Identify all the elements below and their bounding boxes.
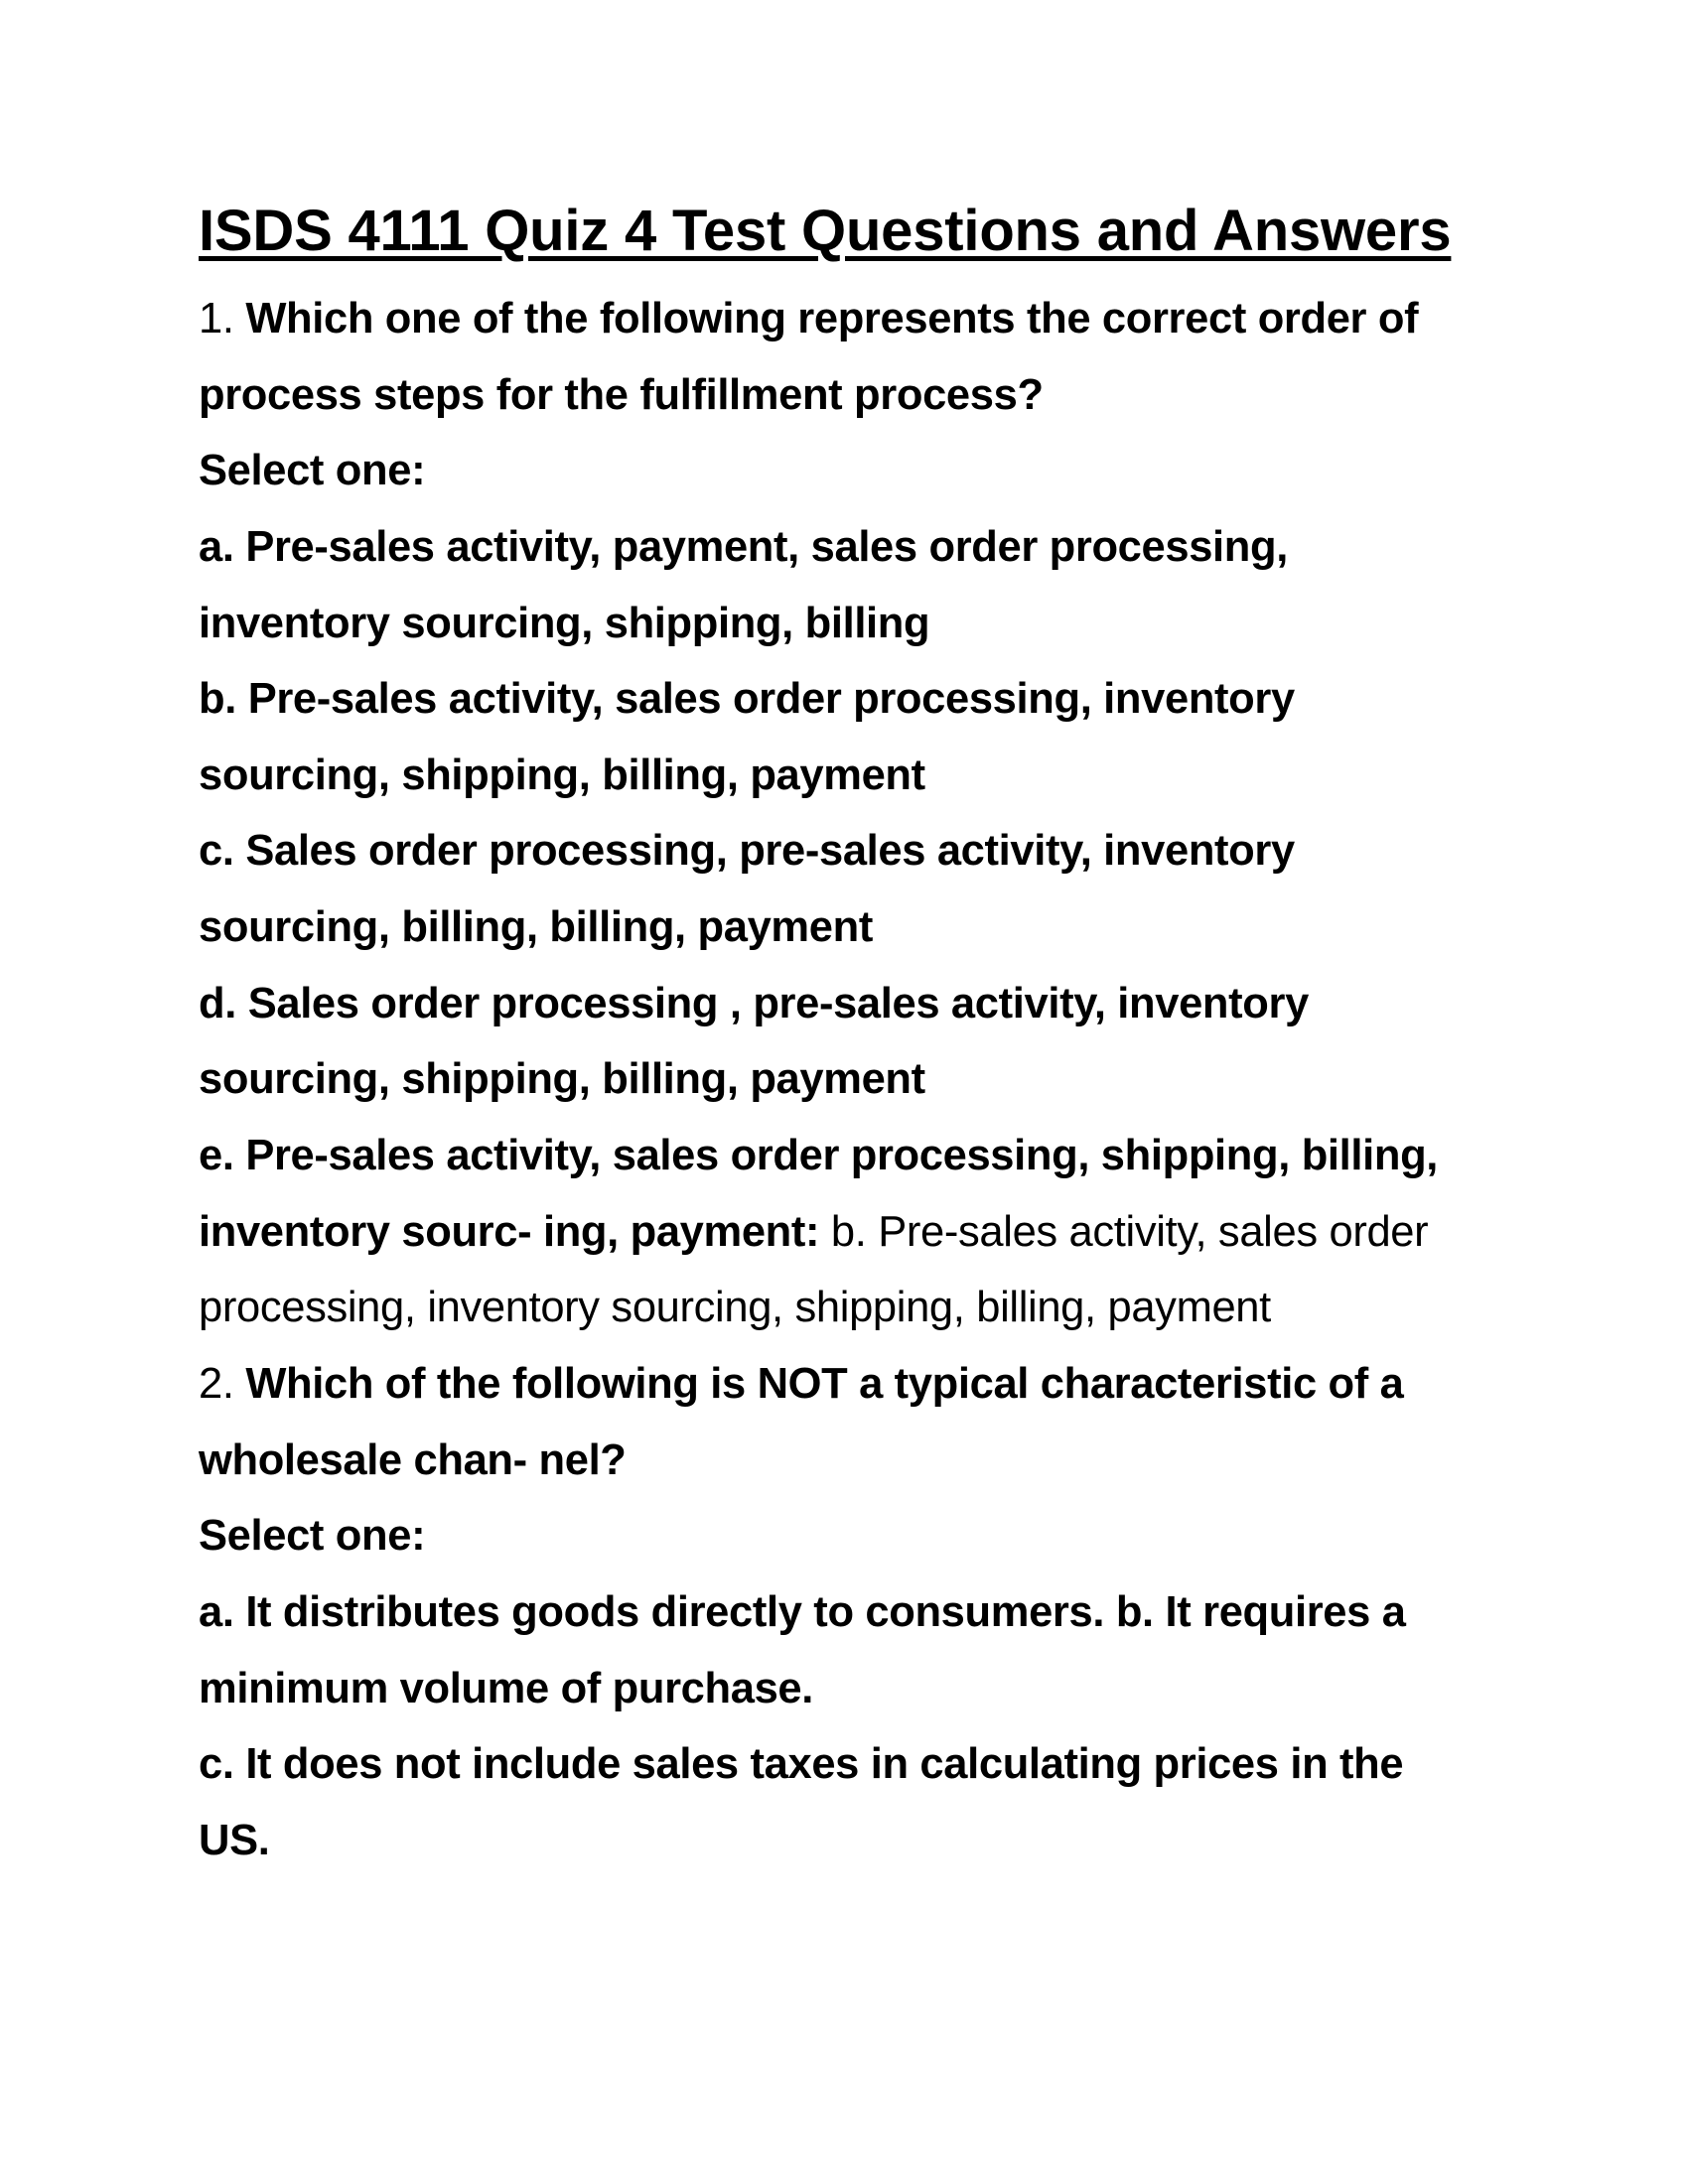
option-text: minimum volume of purchase. [199,1664,814,1712]
select-one-label [199,1498,1509,1574]
option-text: b. Pre-sales activity, sales order processing, inventory [199,675,1295,724]
option-text: sourcing, shipping, billing, payment [199,751,925,799]
option-text: a. It distributes goods directly to consumers. b. It requires a [199,1587,1406,1636]
option-e-line [199,1118,1509,1194]
option-text: a. Pre-sales activity, payment, sales order processing, [199,522,1288,571]
option-text: sourcing, billing, billing, payment [199,903,873,952]
option-d-line [199,1041,1509,1118]
option-text: US. [199,1816,270,1864]
question-2-stem-line [199,1346,1509,1423]
answer-text: b. Pre-sales activity, sales order [819,1207,1429,1256]
option-text: d. Sales order processing , pre-sales activity, inventory [199,979,1309,1027]
option-c-line [199,1726,1509,1803]
answer-text: processing, inventory sourcing, shipping, billing, payment [199,1284,1271,1332]
option-d-line [199,966,1509,1042]
select-one-label [199,433,1509,509]
answer-line [199,1270,1509,1346]
option-c-line [199,1803,1509,1879]
option-b-line [199,738,1509,814]
instruction-text: Select one: [199,447,426,495]
option-b-line [199,1651,1509,1727]
instruction-text: Select one: [199,1512,426,1561]
option-text: c. Sales order processing, pre-sales activity, inventory [199,827,1295,876]
option-text: inventory sourcing, shipping, billing [199,599,930,647]
question-text: Which one of the following represents the correct order of [245,295,1419,342]
question-1-stem-line [199,281,1509,357]
question-text: Which of the following is NOT a typical characteristic of a [245,1359,1404,1408]
option-c-line [199,813,1509,889]
option-a-line [199,586,1509,662]
question-1-stem-line [199,357,1509,434]
option-text: c. It does not include sales taxes in calculating prices in the [199,1740,1404,1789]
question-text: wholesale chan- nel? [199,1435,627,1484]
option-c-line [199,889,1509,966]
document-title: ISDS 4111 Quiz 4 Test Questions and Answers [199,199,1452,263]
question-2-stem-line [199,1423,1509,1499]
option-b-line [199,661,1509,738]
question-number: 1. [199,295,246,342]
option-text: sourcing, shipping, billing, payment [199,1055,925,1104]
document-body [199,281,1509,1878]
question-text: process steps for the fulfillment process? [199,370,1044,419]
option-e-answer-line [199,1194,1509,1271]
option-a-line [199,509,1509,586]
option-text: inventory sourc- ing, payment: [199,1207,820,1256]
question-number: 2. [199,1359,246,1408]
option-text: e. Pre-sales activity, sales order processing, shipping, billing, [199,1132,1439,1180]
option-a-b-line [199,1574,1509,1651]
